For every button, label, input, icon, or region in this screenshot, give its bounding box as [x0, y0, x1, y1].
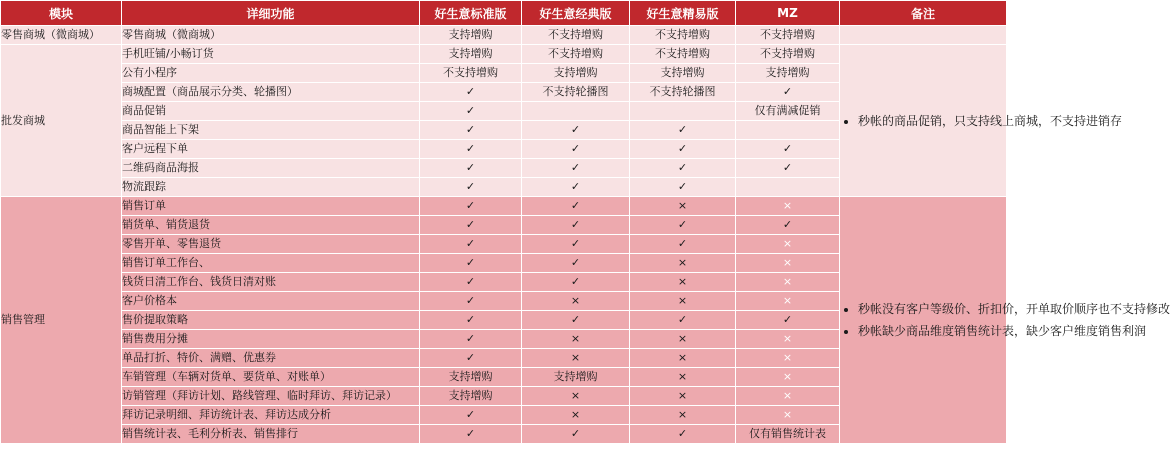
jingyi-value-cell: ✓ [630, 216, 736, 235]
mz-value-cell [736, 121, 840, 140]
classic-value-cell: ✓ [522, 159, 630, 178]
jingyi-value-cell: × [630, 387, 736, 406]
standard-value-cell: ✓ [420, 102, 522, 121]
feature-cell: 零售开单、零售退货 [122, 235, 420, 254]
note-cell [840, 26, 1007, 45]
mz-value-cell [736, 178, 840, 197]
note-item: • 秒帐缺少商品维度销售统计表，缺少客户维度销售利润 [858, 320, 1006, 342]
feature-cell: 车销管理（车辆对货单、要货单、对账单） [122, 368, 420, 387]
table-row [1, 26, 1007, 45]
classic-value-cell: × [522, 349, 630, 368]
header-feature: 详细功能 [122, 1, 420, 26]
classic-value-cell [522, 102, 630, 121]
standard-value-cell: 支持增购 [420, 26, 522, 45]
classic-value-cell: ✓ [522, 311, 630, 330]
mz-value-cell: ✓ [736, 83, 840, 102]
standard-value-cell: 不支持增购 [420, 64, 522, 83]
classic-value-cell: ✓ [522, 273, 630, 292]
mz-value-cell: × [736, 387, 840, 406]
standard-value-cell: ✓ [420, 330, 522, 349]
module-cell: 销售管理 [1, 197, 122, 444]
classic-value-cell: 不支持增购 [522, 26, 630, 45]
mz-value-cell: 支持增购 [736, 64, 840, 83]
jingyi-value-cell: 不支持轮播图 [630, 83, 736, 102]
feature-cell: 手机旺铺/小畅订货 [122, 45, 420, 64]
standard-value-cell: 支持增购 [420, 45, 522, 64]
classic-value-cell: 支持增购 [522, 368, 630, 387]
note-item: • 秒帐的商品促销，只支持线上商城，不支持进销存 [858, 110, 1006, 132]
standard-value-cell: ✓ [420, 235, 522, 254]
note-item: • 秒帐没有客户等级价、折扣价，开单取价顺序也不支持修改 [858, 298, 1006, 320]
jingyi-value-cell: × [630, 273, 736, 292]
mz-value-cell: ✓ [736, 311, 840, 330]
mz-value-cell: × [736, 349, 840, 368]
jingyi-value-cell: × [630, 406, 736, 425]
classic-value-cell: 不支持轮播图 [522, 83, 630, 102]
feature-cell: 单品打折、特价、满赠、优惠券 [122, 349, 420, 368]
classic-value-cell: ✓ [522, 216, 630, 235]
classic-value-cell: × [522, 330, 630, 349]
table-row [1, 45, 1007, 64]
jingyi-value-cell: ✓ [630, 159, 736, 178]
module-cell: 批发商城 [1, 45, 122, 197]
standard-value-cell: ✓ [420, 216, 522, 235]
jingyi-value-cell: 不支持增购 [630, 45, 736, 64]
feature-cell: 公有小程序 [122, 64, 420, 83]
feature-cell: 销货单、销货退货 [122, 216, 420, 235]
mz-value-cell: ✓ [736, 216, 840, 235]
mz-value-cell: × [736, 368, 840, 387]
feature-cell: 物流跟踪 [122, 178, 420, 197]
feature-cell: 销售费用分摊 [122, 330, 420, 349]
jingyi-value-cell [630, 102, 736, 121]
feature-cell: 商品智能上下架 [122, 121, 420, 140]
mz-value-cell: 不支持增购 [736, 45, 840, 64]
classic-value-cell: 支持增购 [522, 64, 630, 83]
classic-value-cell: 不支持增购 [522, 45, 630, 64]
classic-value-cell: × [522, 406, 630, 425]
classic-value-cell: ✓ [522, 178, 630, 197]
note-cell [840, 45, 1123, 197]
feature-cell: 客户远程下单 [122, 140, 420, 159]
jingyi-value-cell: ✓ [630, 121, 736, 140]
jingyi-value-cell: × [630, 349, 736, 368]
mz-value-cell: ✓ [736, 140, 840, 159]
jingyi-value-cell: × [630, 254, 736, 273]
header-classic: 好生意经典版 [522, 1, 630, 26]
standard-value-cell: ✓ [420, 425, 522, 444]
standard-value-cell: ✓ [420, 311, 522, 330]
feature-cell: 商品促销 [122, 102, 420, 121]
header-standard: 好生意标准版 [420, 1, 522, 26]
mz-value-cell: 不支持增购 [736, 26, 840, 45]
classic-value-cell: ✓ [522, 197, 630, 216]
mz-value-cell: × [736, 330, 840, 349]
standard-value-cell: ✓ [420, 254, 522, 273]
standard-value-cell: ✓ [420, 178, 522, 197]
jingyi-value-cell: ✓ [630, 425, 736, 444]
note-list [840, 298, 1170, 342]
classic-value-cell: × [522, 387, 630, 406]
mz-value-cell: × [736, 406, 840, 425]
classic-value-cell: ✓ [522, 140, 630, 159]
standard-value-cell: ✓ [420, 292, 522, 311]
standard-value-cell: ✓ [420, 349, 522, 368]
header-mz: MZ [736, 1, 840, 26]
standard-value-cell: ✓ [420, 159, 522, 178]
jingyi-value-cell: × [630, 368, 736, 387]
jingyi-value-cell: ✓ [630, 235, 736, 254]
standard-value-cell: ✓ [420, 140, 522, 159]
feature-cell: 二维码商品海报 [122, 159, 420, 178]
classic-value-cell: ✓ [522, 425, 630, 444]
mz-value-cell: 仅有销售统计表 [736, 425, 840, 444]
classic-value-cell: × [522, 292, 630, 311]
note-list [840, 110, 1123, 132]
standard-value-cell: 支持增购 [420, 368, 522, 387]
module-cell: 零售商城（微商城） [1, 26, 122, 45]
classic-value-cell: ✓ [522, 235, 630, 254]
mz-value-cell: × [736, 197, 840, 216]
mz-value-cell: × [736, 273, 840, 292]
header-jingyi: 好生意精易版 [630, 1, 736, 26]
header-note: 备注 [840, 1, 1007, 26]
table-row [1, 197, 1007, 216]
feature-cell: 零售商城（微商城） [122, 26, 420, 45]
mz-value-cell: 仅有满减促销 [736, 102, 840, 121]
jingyi-value-cell: 不支持增购 [630, 26, 736, 45]
feature-cell: 售价提取策略 [122, 311, 420, 330]
classic-value-cell: ✓ [522, 121, 630, 140]
header-module: 模块 [1, 1, 122, 26]
jingyi-value-cell: × [630, 197, 736, 216]
standard-value-cell: ✓ [420, 121, 522, 140]
mz-value-cell: × [736, 235, 840, 254]
standard-value-cell: ✓ [420, 273, 522, 292]
jingyi-value-cell: ✓ [630, 311, 736, 330]
feature-cell: 销售统计表、毛利分析表、销售排行 [122, 425, 420, 444]
mz-value-cell: ✓ [736, 159, 840, 178]
table-body [1, 26, 1170, 444]
standard-value-cell: ✓ [420, 197, 522, 216]
classic-value-cell: ✓ [522, 254, 630, 273]
standard-value-cell: 支持增购 [420, 387, 522, 406]
jingyi-value-cell: 支持增购 [630, 64, 736, 83]
standard-value-cell: ✓ [420, 406, 522, 425]
jingyi-value-cell: × [630, 292, 736, 311]
mz-value-cell: × [736, 292, 840, 311]
jingyi-value-cell: × [630, 330, 736, 349]
feature-cell: 商城配置（商品展示分类、轮播图） [122, 83, 420, 102]
jingyi-value-cell: ✓ [630, 178, 736, 197]
standard-value-cell: ✓ [420, 83, 522, 102]
feature-cell: 钱货日清工作台、钱货日清对账 [122, 273, 420, 292]
feature-cell: 拜访记录明细、拜访统计表、拜访达成分析 [122, 406, 420, 425]
feature-cell: 销售订单 [122, 197, 420, 216]
feature-cell: 访销管理（拜访计划、路线管理、临时拜访、拜访记录） [122, 387, 420, 406]
mz-value-cell: × [736, 254, 840, 273]
feature-cell: 销售订单工作台、 [122, 254, 420, 273]
jingyi-value-cell: ✓ [630, 140, 736, 159]
note-cell [840, 197, 1170, 444]
table-header [1, 1, 1007, 26]
feature-cell: 客户价格本 [122, 292, 420, 311]
